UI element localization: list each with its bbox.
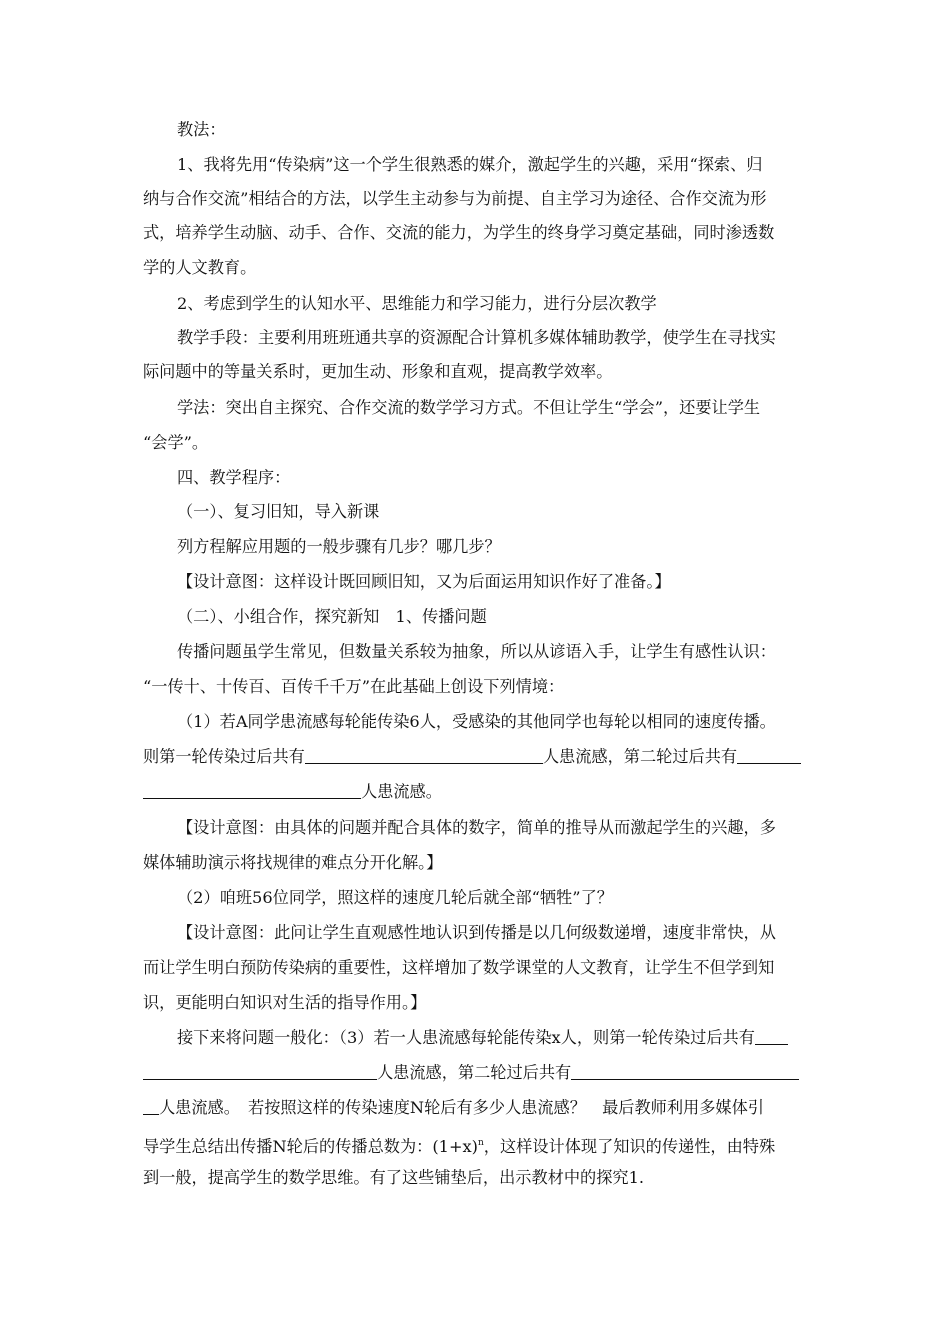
paragraph-line: 列方程解应用题的一般步骤有几步？哪几步？: [177, 537, 501, 556]
question-2: （2）咱班56位同学，照这样的速度几轮后就全部“牺牲”了？: [177, 888, 613, 907]
paragraph-line: 教学手段：主要利用班班通共享的资源配合计算机多媒体辅助教学，使学生在寻找实: [177, 328, 776, 347]
paragraph-line: 传播问题虽学生常见，但数量关系较为抽象，所以从谚语入手，让学生有感性认识：: [177, 642, 776, 661]
section-heading: 四、教学程序：: [177, 468, 291, 487]
question-3-line: 到一般，提高学生的数学思维。有了这些铺垫后，出示教材中的探究1.: [143, 1168, 645, 1187]
question-text: 则第一轮传染过后共有: [143, 747, 305, 766]
answer-blank[interactable]: [737, 747, 801, 764]
answer-blank[interactable]: [143, 1063, 377, 1080]
subsection-heading: （二）、小组合作，探究新知 1、传播问题: [177, 607, 487, 626]
design-intent: 【设计意图：由具体的问题并配合具体的数字，简单的推导从而激起学生的兴趣，多: [177, 818, 776, 837]
subsection-heading: （一）、复习旧知，导入新课: [177, 502, 380, 521]
question-3-line: [177, 1026, 788, 1050]
paragraph-line: 1、我将先用“传染病”这一个学生很熟悉的媒介，激起学生的兴趣，采用“探索、归: [177, 155, 763, 174]
question-text: 人患流感，第二轮过后共有: [377, 1063, 572, 1082]
paragraph-line: “会学”。: [143, 433, 209, 452]
answer-blank[interactable]: [755, 1028, 788, 1045]
question-3-line: [143, 1096, 764, 1120]
question-1-line: （1）若A同学患流感每轮能传染6人，受感染的其他同学也每轮以相同的速度传播。: [177, 712, 776, 731]
question-text: 接下来将问题一般化：（3）若一人患流感每轮能传染x人，则第一轮传染过后共有: [177, 1028, 755, 1047]
design-intent: 而让学生明白预防传染病的重要性，这样增加了数学课堂的人文教育，让学生不但学到知: [143, 958, 775, 977]
question-1-line: [143, 745, 801, 769]
answer-blank[interactable]: [571, 1063, 799, 1080]
paragraph-line: 际问题中的等量关系时，更加生动、形象和直观，提高教学效率。: [143, 362, 613, 381]
paragraph-line: 学的人文教育。: [143, 258, 257, 277]
question-text: 导学生总结出传播N轮后的传播总数为：(1+x): [143, 1137, 478, 1156]
design-intent: 【设计意图：此问让学生直观感性地认识到传播是以几何级数递增，速度非常快，从: [177, 923, 776, 942]
design-intent: 媒体辅助演示将找规律的难点分开化解。】: [143, 853, 443, 872]
paragraph-line: 纳与合作交流”相结合的方法，以学生主动参与为前提、自主学习为途径、合作交流为形: [143, 189, 767, 208]
question-text: 人患流感。: [361, 782, 442, 801]
question-3-line: [143, 1131, 775, 1155]
question-3-line: [143, 1061, 799, 1085]
question-text: 人患流感。 若按照这样的传染速度N轮后有多少人患流感？ 最后教师利用多媒体引: [159, 1098, 764, 1117]
design-intent: 识，更能明白知识对生活的指导作用。】: [143, 993, 427, 1012]
paragraph-line: 式，培养学生动脑、动手、合作、交流的能力，为学生的终身学习奠定基础，同时渗透数: [143, 223, 775, 242]
question-1-line: [143, 780, 442, 804]
question-text: ，这样设计体现了知识的传递性，由特殊: [483, 1137, 776, 1156]
exponent-n: n: [477, 1138, 484, 1148]
answer-blank[interactable]: [305, 747, 543, 764]
question-text: 人患流感，第二轮过后共有: [542, 747, 738, 766]
paragraph-line: “一传十、十传百、百传千千万”在此基础上创设下列情境：: [143, 677, 565, 696]
jiaofa-heading: 教法：: [177, 120, 226, 139]
paragraph-line: 学法：突出自主探究、合作交流的数学学习方式。不但让学生“学会”，还要让学生: [177, 398, 761, 417]
paragraph-line: 2、考虑到学生的认知水平、思维能力和学习能力，进行分层次教学: [177, 294, 657, 313]
answer-blank[interactable]: [143, 782, 361, 799]
answer-blank[interactable]: [143, 1098, 159, 1115]
design-intent: 【设计意图：这样设计既回顾旧知，又为后面运用知识作好了准备。】: [177, 572, 671, 591]
